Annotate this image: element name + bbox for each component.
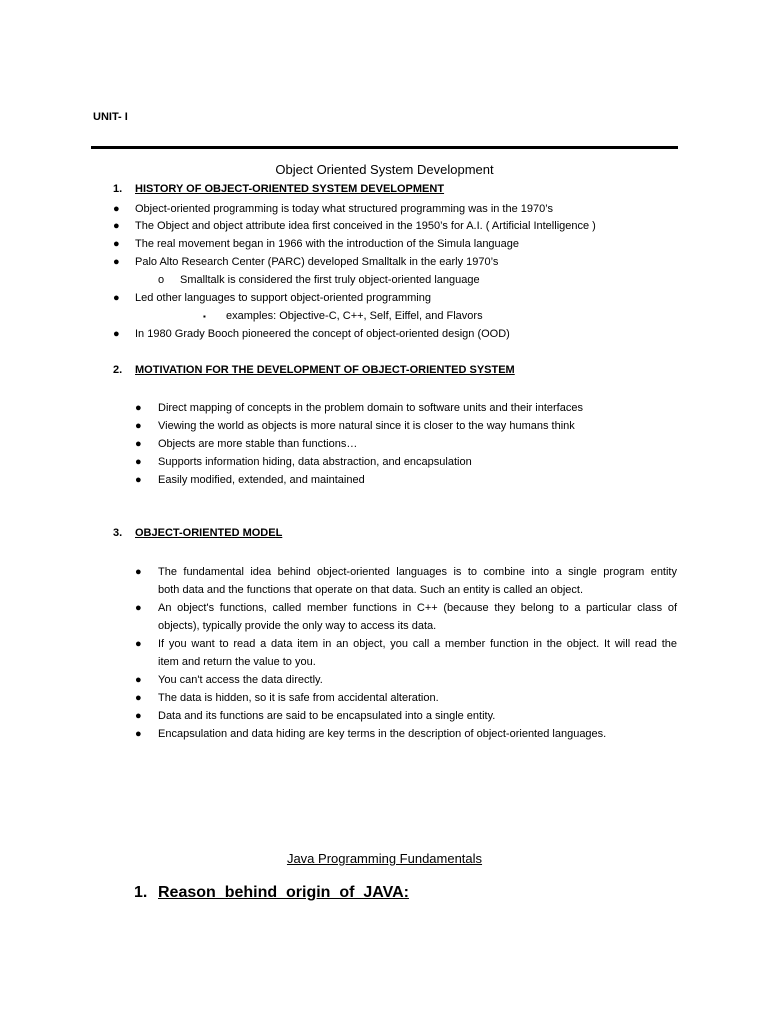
list-item-line: item and return the value to you. [158, 655, 316, 668]
bullet-icon: ● [113, 328, 120, 340]
header-rule [91, 146, 678, 149]
section-2-title: MOTIVATION FOR THE DEVELOPMENT OF OBJECT-ORIENTED SYSTEM [135, 364, 515, 376]
section-3-heading [113, 527, 282, 539]
section-1-title: HISTORY OF OBJECT-ORIENTED SYSTEM DEVELOPMENT [135, 183, 445, 195]
list-item: Palo Alto Research Center (PARC) developed Smalltalk in the early 1970’s [135, 256, 499, 268]
bullet-icon: ● [113, 203, 120, 215]
list-item-line: If you want to read a data item in an object, you call a member function in the object. It will read the [158, 638, 677, 650]
bullet-icon: ● [113, 238, 120, 250]
sub-bullet-icon: o [158, 274, 165, 286]
list-item: You can't access the data directly. [158, 674, 323, 686]
java-section-title: Java Programming Fundamentals [286, 851, 483, 866]
list-item [158, 564, 677, 599]
list-item: Direct mapping of concepts in the problem domain to software units and their interfaces [158, 402, 583, 414]
list-item-line: both data and the functions that operate on that data. Such an entity is called an object. [158, 583, 584, 596]
bullet-icon: ● [135, 728, 142, 740]
section-1-heading [113, 183, 444, 195]
list-item-line: objects), typically provide the only way to access its data. [158, 619, 437, 632]
section-2-heading [113, 364, 515, 376]
java-heading-number: 1. [134, 884, 148, 901]
list-item-line: An object's functions, called member functions in C++ (because they belong to a particular class of [158, 602, 677, 614]
bullet-icon: ● [135, 566, 142, 578]
list-item: In 1980 Grady Booch pioneered the concept of object-oriented design (OOD) [135, 328, 510, 340]
list-item: Data and its functions are said to be encapsulated into a single entity. [158, 710, 496, 722]
list-item: Supports information hiding, data abstraction, and encapsulation [158, 456, 472, 468]
section-3-title: OBJECT-ORIENTED MODEL [135, 527, 283, 539]
bullet-icon: ● [135, 692, 142, 704]
list-item-line: The fundamental idea behind object-oriented languages is to combine into a single program entity [158, 566, 677, 578]
bullet-icon: ● [135, 456, 142, 468]
list-item [158, 600, 677, 635]
bullet-icon: ● [135, 474, 142, 486]
list-item: The Object and object attribute idea first conceived in the 1950’s for A.I. ( Artificial Intelligence ) [135, 220, 596, 232]
bullet-icon: ● [135, 710, 142, 722]
list-item [158, 636, 677, 671]
document-title: Object Oriented System Development [275, 162, 494, 177]
list-item: Object-oriented programming is today what structured programming was in the 1970’s [135, 203, 553, 215]
bullet-icon: ● [113, 256, 120, 268]
list-item: examples: Objective-C, C++, Self, Eiffel, and Flavors [226, 310, 483, 322]
java-heading [134, 884, 409, 902]
list-item: Smalltalk is considered the first truly object-oriented language [180, 274, 480, 286]
list-item: Objects are more stable than functions… [158, 438, 358, 450]
list-item: Viewing the world as objects is more natural since it is closer to the way humans think [158, 420, 575, 432]
section-3-number: 3. [113, 527, 123, 539]
bullet-icon: ● [135, 602, 142, 614]
bullet-icon: ● [135, 438, 142, 450]
unit-label: UNIT- I [93, 111, 128, 123]
list-item: Led other languages to support object-oriented programming [135, 292, 431, 304]
java-heading-text: Reason behind origin of JAVA: [158, 884, 409, 901]
list-item: Encapsulation and data hiding are key terms in the description of object-oriented languages. [158, 728, 607, 740]
bullet-icon: ● [135, 638, 142, 650]
bullet-icon: ● [135, 402, 142, 414]
bullet-icon: ● [135, 420, 142, 432]
square-bullet-icon: ▪ [203, 312, 206, 321]
bullet-icon: ● [113, 292, 120, 304]
section-2-number: 2. [113, 364, 123, 376]
bullet-icon: ● [135, 674, 142, 686]
list-item: The real movement began in 1966 with the introduction of the Simula language [135, 238, 520, 250]
section-1-number: 1. [113, 183, 123, 195]
list-item: Easily modified, extended, and maintained [158, 474, 365, 486]
list-item: The data is hidden, so it is safe from accidental alteration. [158, 692, 439, 704]
bullet-icon: ● [113, 220, 120, 232]
